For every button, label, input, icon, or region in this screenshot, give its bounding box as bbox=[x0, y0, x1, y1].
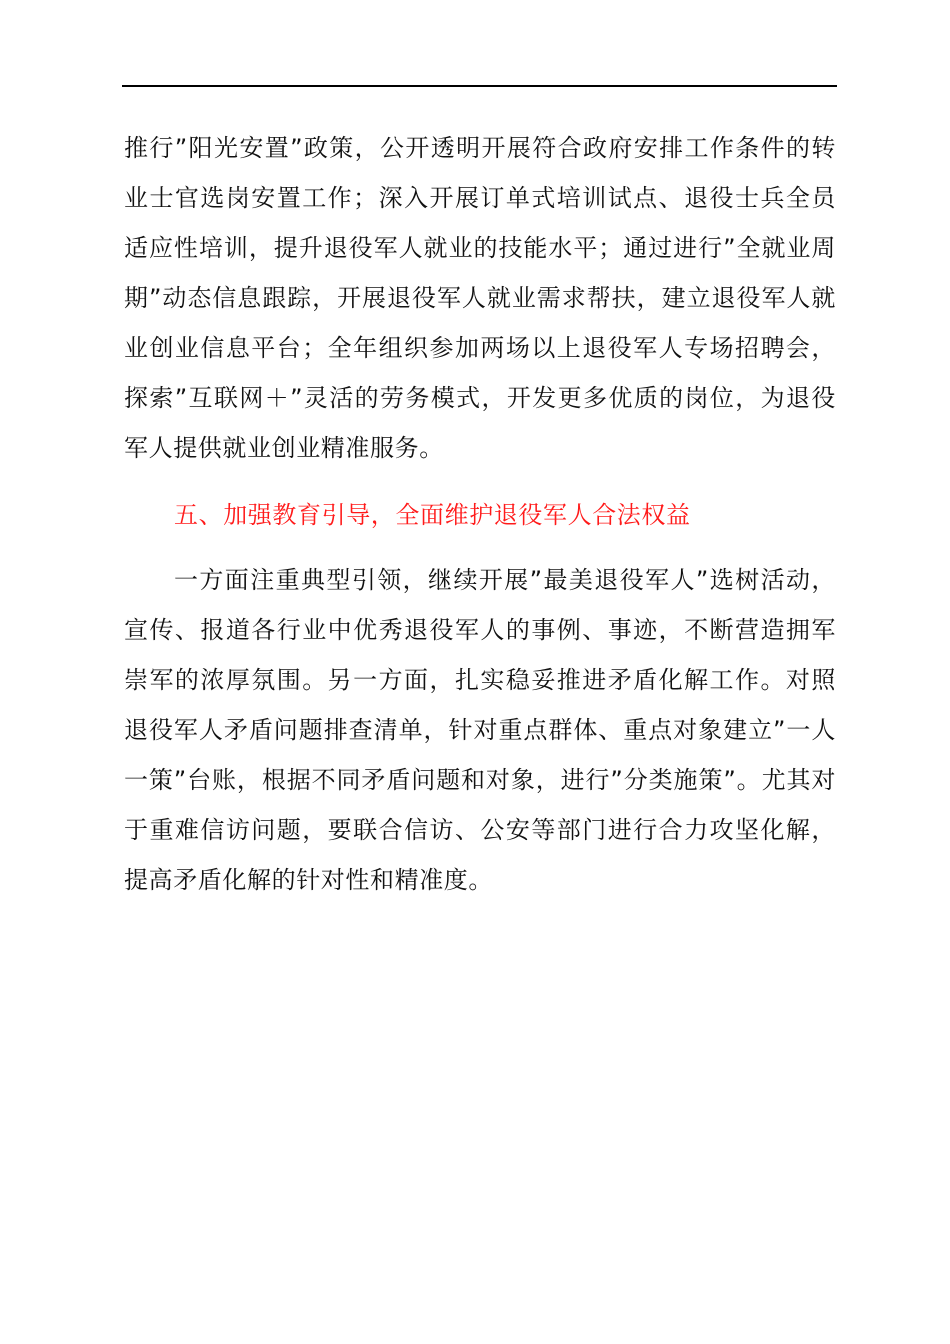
header-rule bbox=[122, 85, 837, 87]
body-paragraph-continued: 推行”阳光安置”政策，公开透明开展符合政府安排工作条件的转业士官选岗安置工作；深入开展订单式培训试点、退役士兵全员适应性培训，提升退役军人就业的技能水平；通过进行”全就业周期”动态信息跟踪，开展退役军人就业需求帮扶，建立退役军人就业创业信息平台；全年组织参加两场以上退役军人专场招聘会，探索”互联网＋”灵活的劳务模式，开发更多优质的岗位，为退役军人提供就业创业精准服务。 bbox=[124, 134, 836, 462]
section-heading: 五、加强教育引导，全面维护退役军人合法权益 bbox=[174, 501, 691, 529]
body-paragraph-section-5: 一方面注重典型引领，继续开展”最美退役军人”选树活动，宣传、报道各行业中优秀退役军人的事例、事迹，不断营造拥军崇军的浓厚氛围。另一方面，扎实稳妥推进矛盾化解工作。对照退役军人矛盾问题排查清单，针对重点群体、重点对象建立”一人一策”台账，根据不同矛盾问题和对象，进行”分类施策”。尤其对于重难信访问题，要联合信访、公安等部门进行合力攻坚化解，提高矛盾化解的针对性和精准度。 bbox=[124, 566, 836, 894]
